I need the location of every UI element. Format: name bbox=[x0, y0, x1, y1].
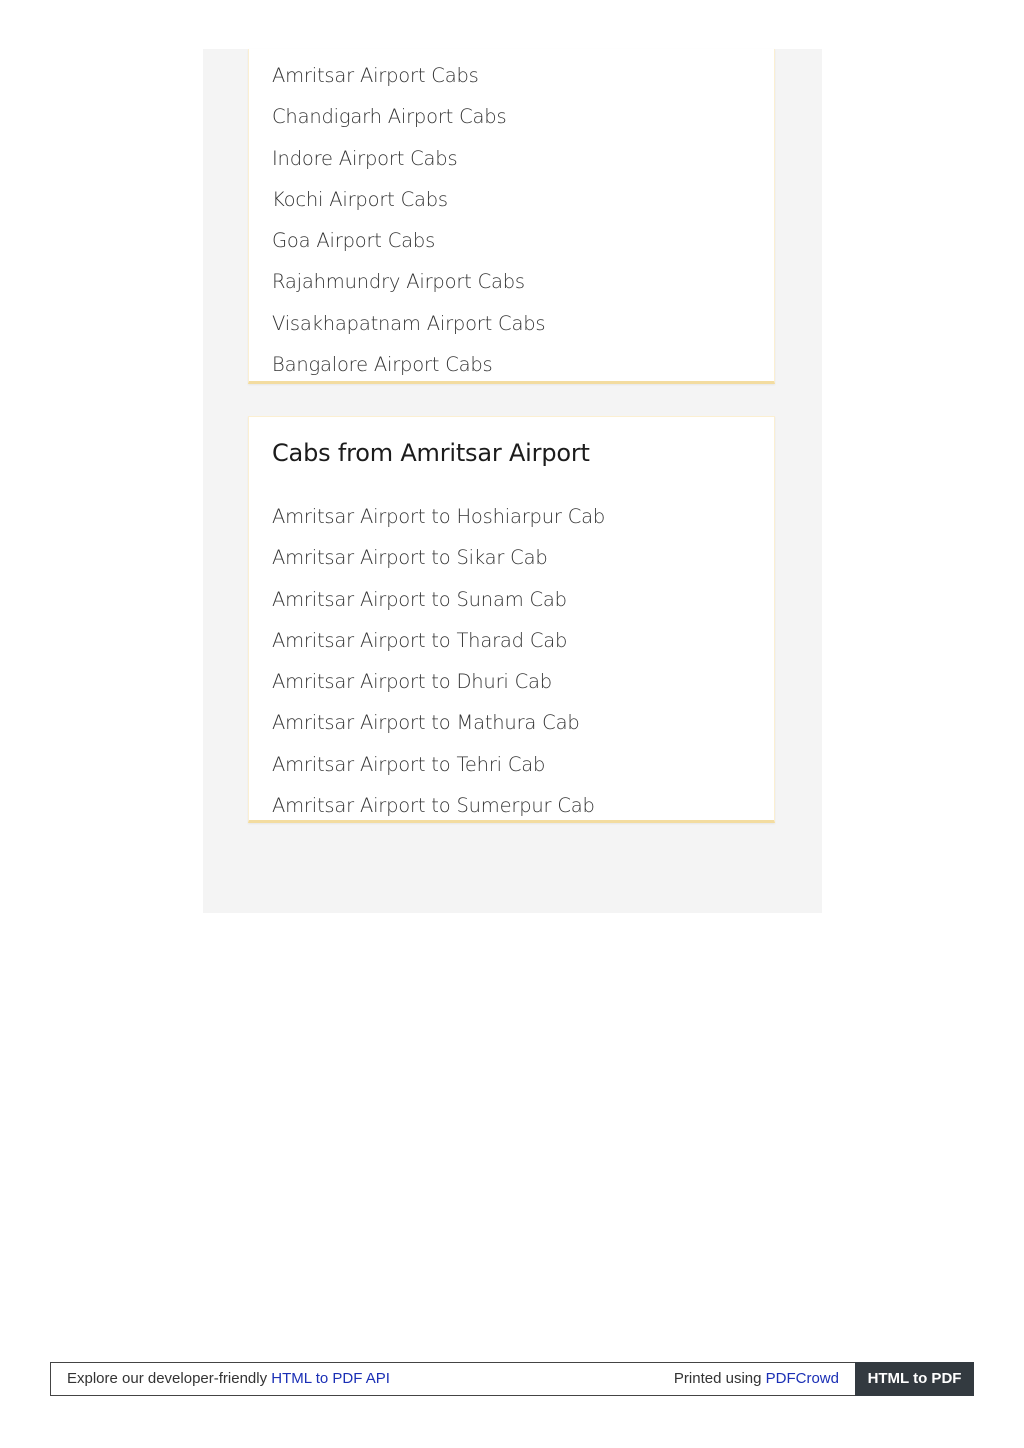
cabs-from-amritsar-card bbox=[248, 416, 775, 823]
footer-printed-text: Printed using bbox=[673, 1370, 762, 1387]
airport-cab-link[interactable]: Chandigarh Airport Cabs bbox=[272, 105, 507, 129]
route-cab-link[interactable]: Amritsar Airport to Tehri Cab bbox=[272, 752, 546, 776]
airport-cabs-card bbox=[248, 49, 775, 384]
section-title: Cabs from Amritsar Airport bbox=[272, 439, 590, 467]
route-cab-link[interactable]: Amritsar Airport to Sumerpur Cab bbox=[272, 794, 595, 818]
pdfcrowd-link[interactable]: PDFCrowd bbox=[765, 1370, 839, 1387]
airport-cab-link[interactable]: Kochi Airport Cabs bbox=[272, 187, 448, 211]
airport-cab-link[interactable]: Rajahmundry Airport Cabs bbox=[272, 270, 525, 294]
route-cab-link[interactable]: Amritsar Airport to Sikar Cab bbox=[272, 546, 548, 570]
content-panel bbox=[203, 49, 822, 913]
pdf-footer bbox=[50, 1362, 974, 1396]
route-cab-link[interactable]: Amritsar Airport to Sunam Cab bbox=[272, 587, 567, 611]
html-to-pdf-badge[interactable]: HTML to PDF bbox=[855, 1362, 974, 1396]
airport-cab-link[interactable]: Visakhapatnam Airport Cabs bbox=[272, 311, 546, 335]
footer-explore bbox=[67, 1363, 390, 1395]
route-cab-link[interactable]: Amritsar Airport to Dhuri Cab bbox=[272, 670, 552, 694]
airport-cab-link[interactable]: Amritsar Airport Cabs bbox=[272, 64, 479, 87]
route-cab-link[interactable]: Amritsar Airport to Hoshiarpur Cab bbox=[272, 505, 606, 528]
airport-cabs-scroll[interactable] bbox=[272, 55, 754, 377]
cabs-from-amritsar-list bbox=[272, 496, 754, 826]
html-to-pdf-api-link[interactable]: HTML to PDF API bbox=[271, 1370, 390, 1387]
footer-explore-text: Explore our developer-friendly bbox=[67, 1370, 268, 1387]
airport-cab-link[interactable]: Bangalore Airport Cabs bbox=[272, 353, 493, 377]
cabs-from-amritsar-scroll[interactable] bbox=[272, 496, 754, 818]
route-cab-link[interactable]: Amritsar Airport to Mathura Cab bbox=[272, 711, 580, 735]
airport-cab-link[interactable]: Indore Airport Cabs bbox=[272, 146, 458, 170]
airport-cabs-list bbox=[272, 55, 754, 385]
footer-printed bbox=[674, 1363, 839, 1395]
airport-cab-link[interactable]: Goa Airport Cabs bbox=[272, 229, 436, 253]
route-cab-link[interactable]: Amritsar Airport to Tharad Cab bbox=[272, 628, 568, 652]
